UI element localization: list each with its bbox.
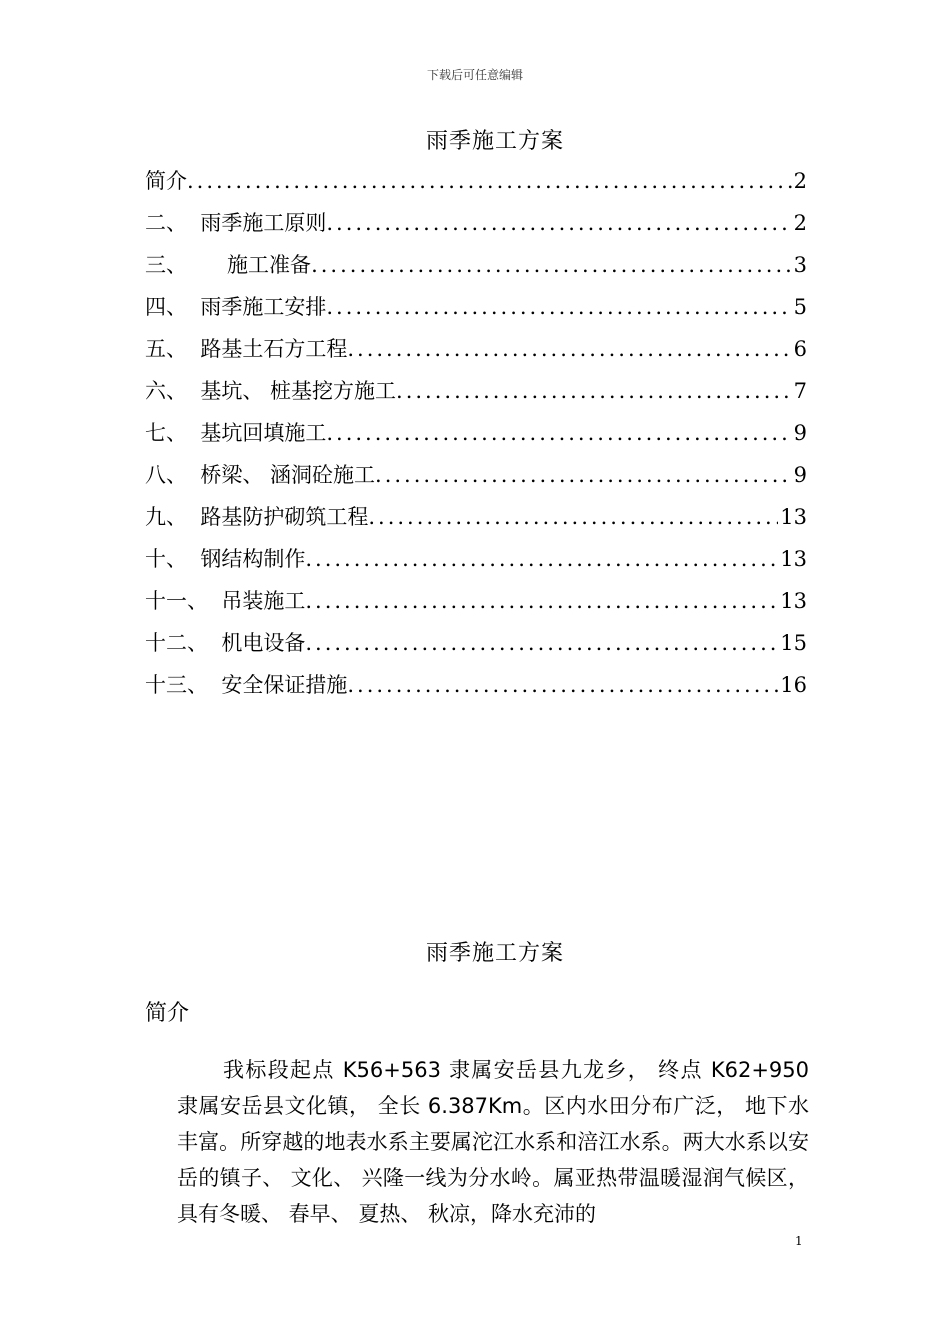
toc-entry-label: 机电设备 [208,631,306,655]
page-number: 1 [795,1234,803,1248]
toc-entry-number: 九、 [145,505,187,529]
toc-leader-dots [347,673,778,697]
toc-entry-number: 十二、 [145,631,208,655]
toc-leader-dots [375,463,792,487]
toc-entry-page: 2 [793,169,807,193]
document-title: 雨季施工方案 [425,941,564,966]
toc-entry[interactable] [145,291,807,333]
toc-leader-dots [305,547,778,571]
toc-entry-number: 简介 [145,169,187,193]
toc-entry-page: 13 [780,505,807,529]
intro-paragraph: 我标段起点 K56+563 隶属安岳县九龙乡， 终点 K62+950 隶属安岳县文化镇， 全长 6.387Km。区内水田分布广泛， 地下水丰富。所穿越的地表水系主要属沱江水系和涪江水系。两大水系以安岳的镇子、 文化、 兴隆一线为分水岭。属亚热带温暖湿润气候区，具有冬暖、 春早、 夏热、 秋凉，降水充沛的 [177,1058,809,1226]
toc-entry-number: 八、 [145,463,187,487]
toc-entry-label: 基坑、 桩基挖方施工 [187,379,397,403]
toc-leader-dots [305,589,778,613]
toc-leader-dots [326,211,791,235]
section-heading: 简介 [145,1001,190,1026]
toc-leader-dots [187,169,792,193]
toc-entry-number: 十、 [145,547,187,571]
toc-entry[interactable] [145,669,807,711]
toc-entry[interactable] [145,501,807,543]
toc-entry-number: 十三、 [145,673,208,697]
toc-entry-label: 雨季施工安排 [187,295,327,319]
toc-entry[interactable] [145,333,807,375]
toc-entry-number: 十一、 [145,589,208,613]
toc-entry-label: 雨季施工原则 [187,211,327,235]
page-header: 下载后可任意编辑 [426,68,523,82]
toc-entry-label: 施工准备 [187,253,312,277]
toc-leader-dots [326,421,791,445]
toc-entry-page: 15 [780,631,807,655]
toc-entry[interactable] [145,459,807,501]
toc-entry-number: 三、 [145,253,187,277]
toc-entry-label: 路基防护砌筑工程 [187,505,369,529]
toc-entry-page: 16 [780,673,807,697]
toc-leader-dots [396,379,792,403]
toc-entry-page: 6 [793,337,807,361]
table-of-contents [145,165,807,711]
toc-title: 雨季施工方案 [425,129,564,154]
toc-entry[interactable] [145,165,807,207]
toc-entry[interactable] [145,249,807,291]
toc-entry-page: 7 [793,379,807,403]
toc-entry-number: 五、 [145,337,187,361]
toc-entry-label: 路基土石方工程 [187,337,348,361]
toc-entry[interactable] [145,207,807,249]
toc-leader-dots [368,505,778,529]
toc-entry-label: 基坑回填施工 [187,421,327,445]
toc-leader-dots [311,253,792,277]
toc-leader-dots [347,337,791,361]
toc-entry-label: 钢结构制作 [187,547,306,571]
toc-entry[interactable] [145,375,807,417]
toc-entry-label: 吊装施工 [208,589,306,613]
toc-entry-page: 3 [793,253,807,277]
toc-entry-page: 13 [780,547,807,571]
toc-entry-page: 13 [780,589,807,613]
toc-entry-number: 六、 [145,379,187,403]
toc-entry-number: 二、 [145,211,187,235]
toc-entry-page: 2 [793,211,807,235]
toc-leader-dots [326,295,791,319]
toc-entry[interactable] [145,627,807,669]
toc-entry-number: 七、 [145,421,187,445]
toc-entry-number: 四、 [145,295,187,319]
toc-entry-label: 桥梁、 涵洞砼施工 [187,463,376,487]
toc-entry[interactable] [145,417,807,459]
toc-entry[interactable] [145,585,807,627]
toc-entry[interactable] [145,543,807,585]
toc-entry-page: 9 [793,463,807,487]
toc-entry-page: 9 [793,421,807,445]
toc-leader-dots [305,631,778,655]
toc-entry-label: 安全保证措施 [208,673,348,697]
toc-entry-page: 5 [793,295,807,319]
